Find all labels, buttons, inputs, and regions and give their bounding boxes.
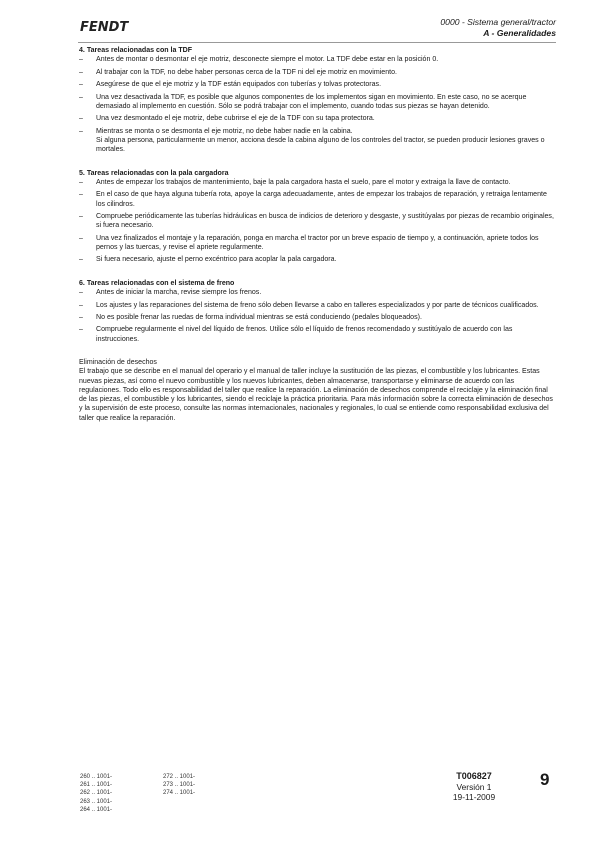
- svg-text:FENDT: FENDT: [80, 20, 129, 33]
- list-item: [79, 93, 557, 112]
- dash-bullet: –: [79, 81, 83, 89]
- dash-bullet: –: [79, 301, 83, 309]
- dash-bullet: –: [79, 178, 83, 186]
- list-item-text: Si alguna persona, particularmente un menor, acciona desde la cabina alguno de los controles del tractor, se pueden producir lesiones graves o mortales.: [96, 136, 545, 154]
- footer-codes-col2: [163, 773, 195, 798]
- list-item: [79, 212, 557, 231]
- dash-bullet: –: [79, 68, 83, 76]
- list-item-text: Una vez desactivada la TDF, es posible que algunos componentes de los implementos sigan en movimiento. En este caso, no se acerque demasiado al implemento en cuestión. Sólo se podrá trabajar con el implemento, cuando todas sus piezas se hayan detenido.: [96, 93, 527, 110]
- list-item: [79, 313, 557, 322]
- list-item: [79, 68, 557, 77]
- dash-bullet: –: [79, 289, 83, 297]
- section-title: 4. Tareas relacionadas con la TDF: [79, 47, 193, 54]
- document-id-block: [437, 771, 511, 803]
- section-title: 5. Tareas relacionadas con la pala cargadora: [79, 169, 229, 177]
- document-version: Versión 1: [456, 781, 492, 792]
- header-title-block: [440, 17, 556, 38]
- fendt-logo: [80, 19, 140, 33]
- dash-bullet: –: [79, 326, 83, 334]
- document-date: 19-11-2009: [452, 792, 496, 802]
- list-item: [79, 234, 557, 253]
- sections-container: [79, 46, 557, 344]
- dash-bullet: –: [79, 313, 83, 321]
- list-item: [79, 114, 557, 123]
- list-item-text: Una vez finalizados el montaje y la reparación, ponga en marcha el tractor por un breve espacio de tiempo y, a continuación, apriete todos los pernos y las tuercas, y revise el apriete regularmente.: [96, 234, 539, 251]
- dash-bullet: –: [79, 213, 83, 220]
- page-content: [79, 46, 557, 423]
- dash-bullet: –: [79, 256, 83, 264]
- list-item: [79, 190, 557, 209]
- list-item-text: No es posible frenar las ruedas de forma individual mientras se está conduciendo (pedales bloqueados).: [96, 313, 422, 321]
- list-item-text: Compruebe regularmente el nivel del líquido de frenos. Utilice sólo el líquido de frenos recomendado y sustitúyalo de acuerdo con las instrucciones.: [96, 326, 513, 343]
- header-chapter-title: A - Generalidades: [483, 27, 556, 38]
- list-item-text: Los ajustes y las reparaciones del sistema de freno sólo deben llevarse a cabo en talleres especializados y por parte de técnicos cualificados.: [96, 301, 539, 309]
- header-system-title: 0000 - Sistema general/tractor: [440, 17, 556, 27]
- model-code: 260 .. 1001-: [80, 774, 113, 780]
- header-divider: [78, 42, 556, 43]
- model-code: 261 .. 1001-: [80, 782, 113, 789]
- dash-bullet: –: [79, 115, 83, 123]
- list-item: [79, 325, 557, 344]
- footer-codes-col1: [80, 773, 112, 814]
- dash-bullet: –: [79, 191, 83, 199]
- list-item-text: Si fuera necesario, ajuste el perno excéntrico para acoplar la pala cargadora.: [96, 256, 337, 264]
- list-item-text: En el caso de que haya alguna tubería rota, apoye la carga adecuadamente, antes de empezar los trabajos de reparación, y retraiga lentamente los cilindros.: [96, 191, 547, 208]
- list-item: [79, 80, 557, 89]
- model-code: 273 .. 1001-: [163, 782, 196, 789]
- dash-bullet: –: [79, 93, 83, 101]
- document-id: T006827: [456, 771, 492, 781]
- bullet-list: [79, 178, 557, 265]
- section-title: 6. Tareas relacionadas con el sistema de freno: [79, 279, 235, 287]
- model-code: 264 .. 1001-: [80, 806, 113, 813]
- list-item-text: Antes de montar o desmontar el eje motriz, desconecte siempre el motor. La TDF debe estar en la posición 0.: [96, 56, 439, 64]
- list-item: [79, 301, 557, 310]
- model-code: 274 .. 1001-: [163, 790, 196, 797]
- list-item: [79, 255, 557, 264]
- dash-bullet: –: [79, 127, 83, 135]
- list-item-text: Una vez desmontado el eje motriz, debe cubrirse el eje de la TDF con su tapa protectora.: [96, 115, 375, 123]
- list-item: [79, 288, 557, 297]
- list-item: [79, 178, 557, 187]
- dash-bullet: –: [79, 234, 83, 242]
- list-item-text: Asegúrese de que el eje motriz y la TDF están equipados con tuberías y tolvas protectoras.: [96, 81, 382, 89]
- list-item-text: Al trabajar con la TDF, no debe haber personas cerca de la TDF ni del eje motriz en movimiento.: [96, 68, 397, 76]
- model-code: 272 .. 1001-: [163, 774, 196, 780]
- bullet-list: [79, 55, 557, 154]
- model-code: 262 .. 1001-: [80, 790, 113, 797]
- list-item: [79, 127, 557, 155]
- list-item-text: Antes de iniciar la marcha, revise siempre los frenos.: [96, 289, 262, 297]
- disposal-text: El trabajo que se describe en el manual del operario y el manual de taller incluye la sustitución de las piezas, el combustible y los lubricantes. Estas nuevas piezas, así como el nuevo combustible y los nuevos lubricantes, deben almacenarse, transportarse y eliminarse de acuerdo con las regulaciones. Todo ello es responsabilidad del taller que realice la reparación. La eliminación de desechos comprende el reciclaje y la eliminación final de las piezas, el combustible y los lubricantes, siendo el reciclaje la práctica prioritaria. Para más información sobre la correcta eliminación de desechos y la supervisión de este proceso, consulte las normas internacionales, nacionales y regionales, lo cual se entiende como responsabilidad exclusiva del taller que realice la reparación.: [79, 368, 553, 422]
- disposal-title: Eliminación de desechos: [79, 359, 157, 367]
- list-item-text: Compruebe periódicamente las tuberías hidráulicas en busca de indicios de deterioro y desgaste, y sustitúyalas por piezas de recambio originales, si fuera necesario.: [96, 213, 554, 230]
- page-number: 9: [540, 770, 550, 789]
- list-item-text: Antes de empezar los trabajos de mantenimiento, baje la pala cargadora hasta el suelo, pare el motor y extraiga la llave de contacto.: [96, 178, 511, 186]
- dash-bullet: –: [79, 56, 83, 64]
- bullet-list: [79, 288, 557, 344]
- list-item-text: Mientras se monta o se desmonta el eje motriz, no debe haber nadie en la cabina.: [96, 127, 353, 135]
- list-item: [79, 55, 557, 64]
- model-code: 263 .. 1001-: [80, 798, 113, 805]
